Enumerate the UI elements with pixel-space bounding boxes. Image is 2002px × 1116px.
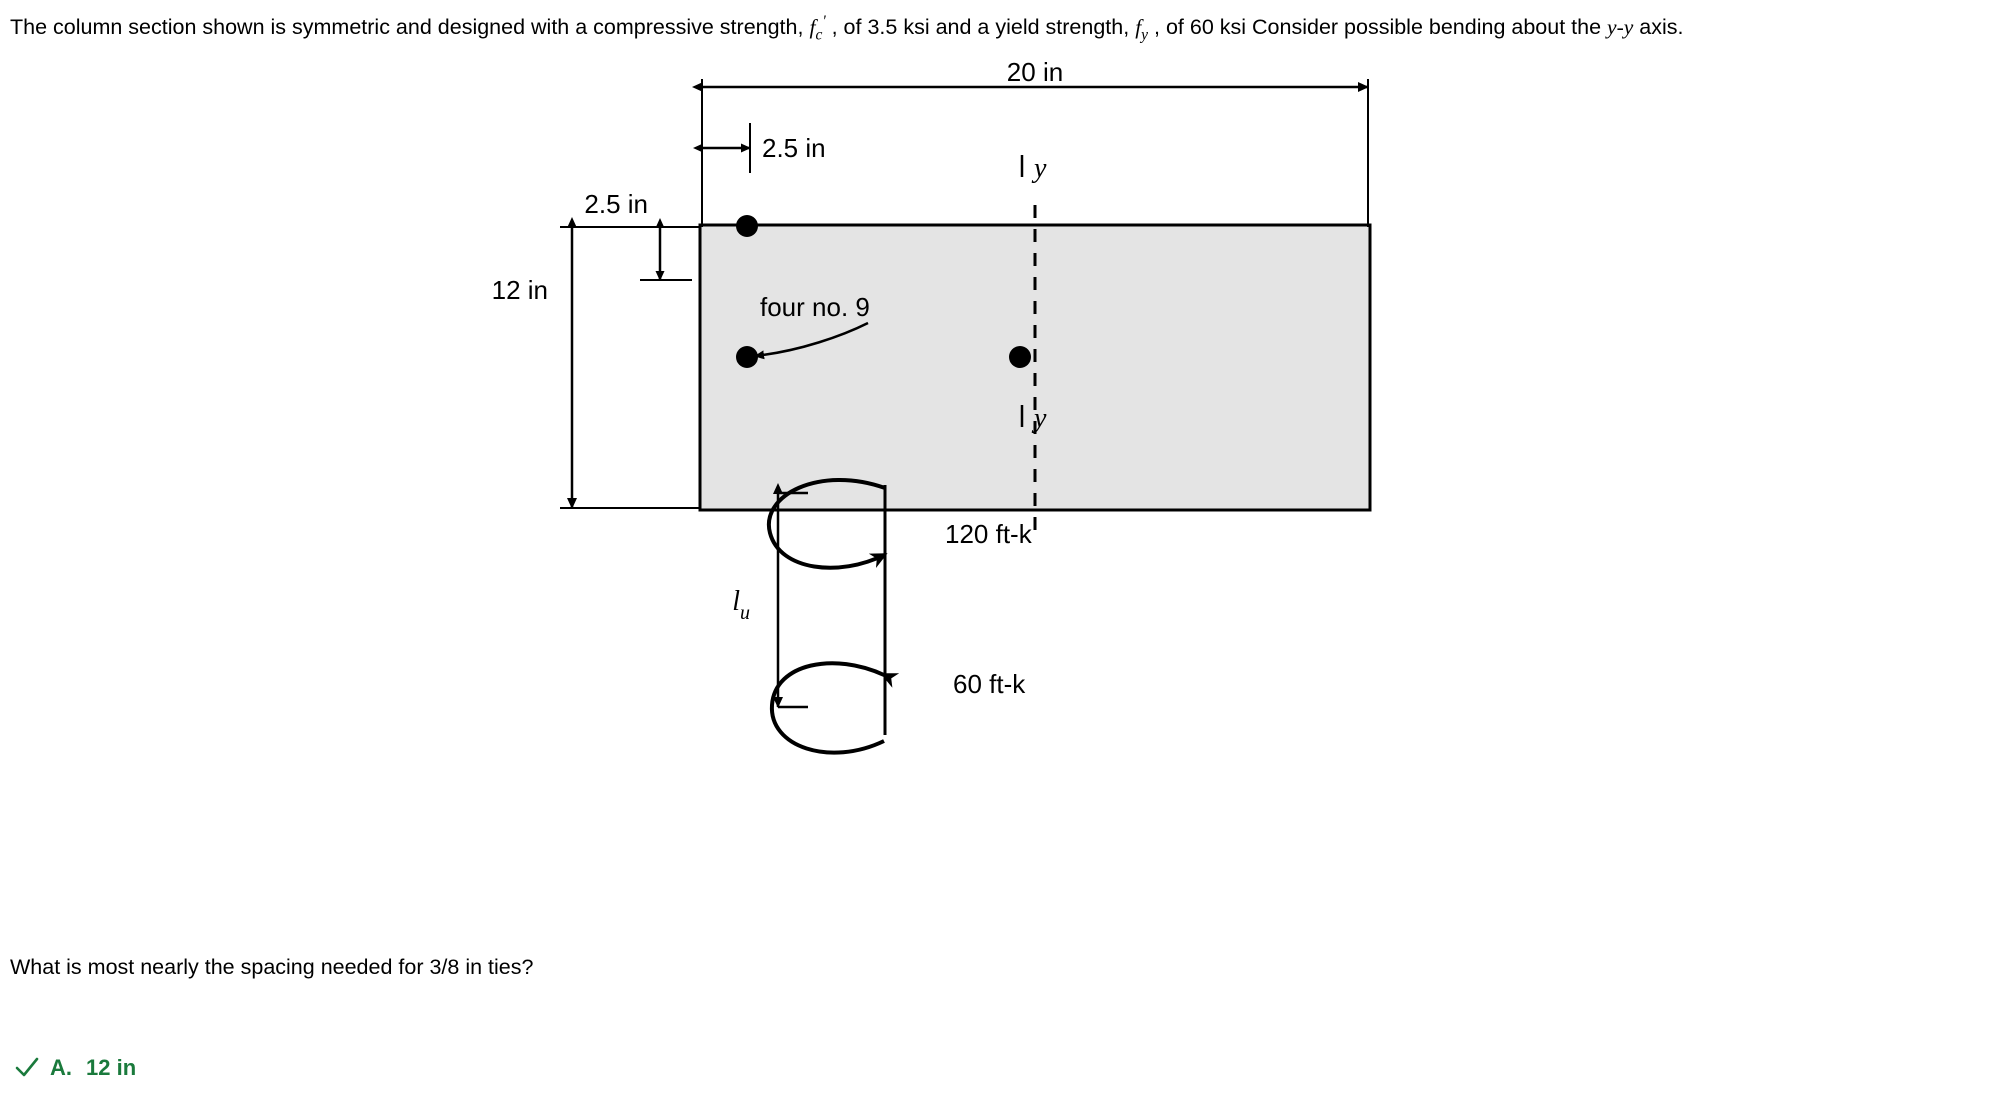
length-symbol-label: $l_u$ xyxy=(732,586,750,624)
width-label: 20 in xyxy=(1006,57,1064,87)
rebar-dot-bottom-right xyxy=(1009,346,1031,368)
answer-value: 12 in xyxy=(86,1055,137,1080)
moment-bottom-label: 60 ft-k xyxy=(953,669,1026,699)
height-label: 12 in xyxy=(491,275,548,305)
rebar-label: four no. 9 xyxy=(760,292,870,322)
rebar-dot-bottom-left xyxy=(736,346,758,368)
answer-letter: A. xyxy=(50,1055,72,1080)
y-axis-label-bottom: y xyxy=(1034,403,1047,434)
prompt-part-3: , of 60 ksi Consider possible bending about the xyxy=(1154,15,1602,40)
question-text: What is most nearly the spacing needed for 3/8 in ties? xyxy=(10,955,534,979)
prompt-part-2: , of 3.5 ksi and a yield strength, xyxy=(831,15,1130,40)
fc-symbol: $f_c'$ xyxy=(809,13,826,44)
moment-top-label: 120 ft-k xyxy=(945,519,1032,549)
answer-choice-a[interactable] xyxy=(14,1055,136,1081)
fy-symbol: $f_y$ xyxy=(1135,15,1149,44)
column-cross-section xyxy=(700,225,1370,510)
prompt-part-4: axis. xyxy=(1639,15,1684,40)
cover-side-label: 2.5 in xyxy=(762,133,826,163)
axis-label-yy: y-y xyxy=(1607,15,1634,40)
problem-statement xyxy=(10,12,1684,46)
column-section-figure xyxy=(0,55,2002,975)
y-axis-label-top: y xyxy=(1034,153,1047,184)
prompt-part-1: The column section shown is symmetric and designed with a compressive strength, xyxy=(10,15,804,40)
cover-top-label: 2.5 in xyxy=(584,189,648,219)
check-icon xyxy=(14,1055,40,1081)
rebar-dot-top-left xyxy=(736,215,758,237)
